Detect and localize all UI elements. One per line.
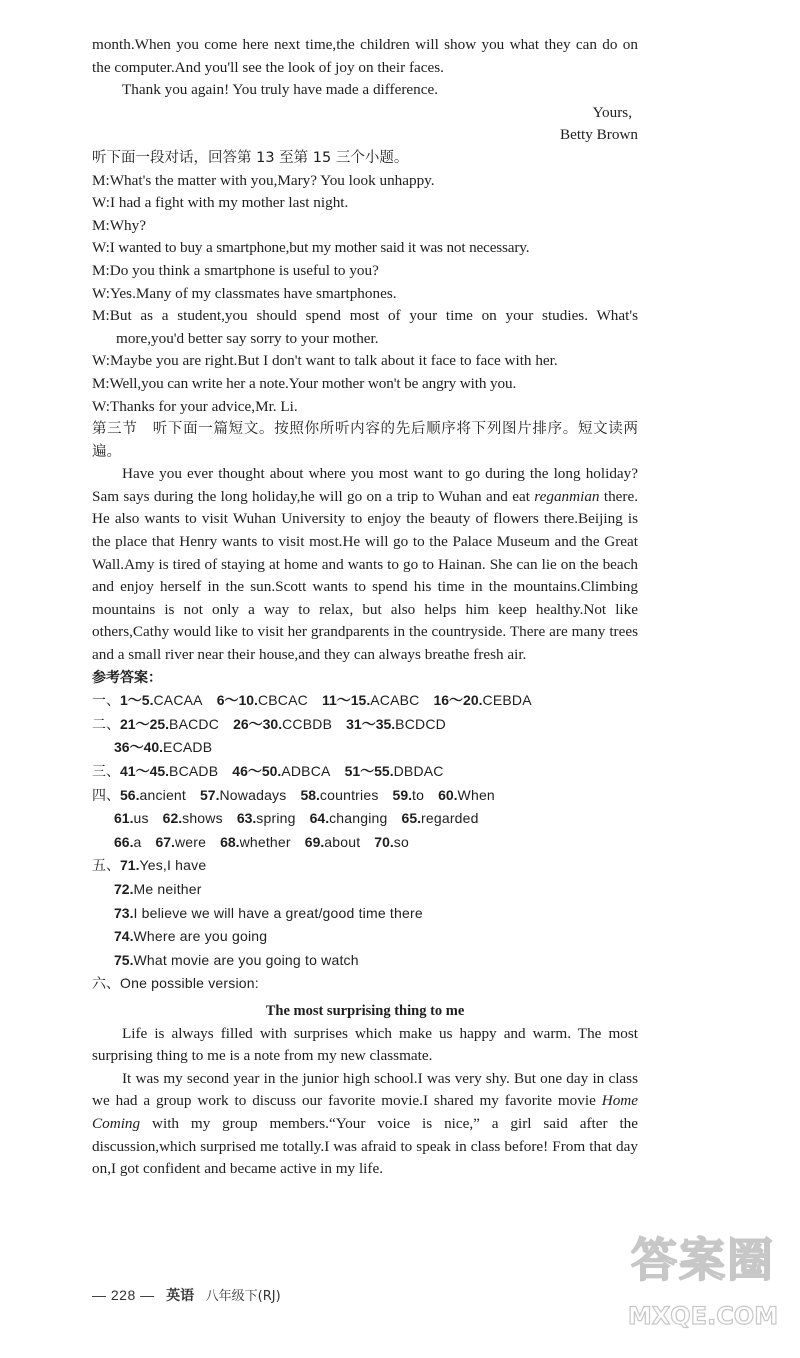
answer-word: about [324,833,361,850]
answer-num: 69. [304,833,325,850]
page-number: — 228 — [92,1287,155,1303]
answer-range: 11～15. [321,692,371,709]
dialogue-line: M:Do you think a smartphone is useful to you? [92,261,379,279]
answer-value: ADBCA [281,763,331,779]
answer-value: CBCAC [257,692,308,709]
answer-range: 36～40. [114,739,164,756]
answer-word: to [412,786,425,803]
footer-subject: 英语 [166,1288,195,1304]
answers-part6 [92,972,638,996]
dialogue-line: M:But as a student,you should spend most of your time on your studies. What's more,you'd better say sorry to your mother. [92,307,638,347]
answer-range: 46～50. [232,763,282,779]
answer-num: 60. [438,786,458,803]
answers-part5-item [92,925,638,949]
footer-grade: 八年级下(RJ) [205,1289,281,1304]
dialogue-line: M:Why? [92,216,146,234]
answer-range: 1～5. [120,692,154,709]
passage-text-b: there. He also wants to visit Wuhan University to enjoy the beauty of flowers there.Beijing is the place that Henry wants to visit most.He will go to the Palace Museum and the Great Wall.Amy is tired of staying at home and wants to go to Hainan. She can lie on the beach and enjoy herself in the sun.Scott wants to spend his time in the mountains.Climbing mountains is not only a way to relax, but also helps him keep healthy.Not like others,Cathy would like to visit her grandparents in the countryside. There are many trees and a small river near their house,and they can always breathe fresh air. [92,487,639,664]
dialogue-line: W:Thanks for your advice,Mr. Li. [92,397,298,415]
part-label: 三、 [92,764,120,780]
answer-num: 68. [220,833,240,850]
essay-text-a: It was my second year in the junior high school.I was very shy. But one day in class we had a group work to discuss our favorite movie.I shared my favorite movie [92,1069,638,1110]
answer-num: 56. [120,786,140,803]
answer-value: CACAA [153,692,203,709]
answer-num: 72. [114,880,134,897]
answer-word: When [457,786,495,803]
answer-value: BACDC [169,715,220,732]
dialogue-instruction: 听下面一段对话，回答第 13 至第 15 三个小题。 [92,149,409,166]
answer-value: BCDCD [395,715,446,732]
answer-num: 62. [162,810,183,827]
letter-closing: Yours, [592,103,632,121]
answer-range: 6～10. [216,692,258,709]
answer-num: 75. [114,951,134,968]
section3-heading: 第三节 听下面一篇短文。按照你所听内容的先后顺序将下列图片排序。短文读两遍。 [92,421,638,460]
essay-paragraph-2 [92,1068,638,1181]
dialogue-line: W:Maybe you are right.But I don't want to talk about it face to face with her. [92,352,558,370]
section3-passage [92,463,638,666]
answer-value: BCADB [169,763,219,779]
answer-word: Nowadays [219,786,287,803]
answer-num: 65. [401,810,421,827]
answer-word: countries [319,786,379,803]
answer-value: DBDAC [393,763,444,779]
part-label: 二、 [92,716,120,733]
answers-part4-line3 [92,831,638,855]
answer-text: What movie are you going to watch [133,951,359,968]
answer-word: shows [182,810,223,827]
answer-num: 74. [114,928,134,945]
answer-num: 67. [155,833,175,850]
answer-range: 31～35. [346,715,396,732]
part-label: 六、 [92,976,120,993]
answer-num: 66. [114,833,134,850]
answer-num: 58. [300,786,320,803]
page-footer [92,1285,281,1305]
dialogue-line: W:I had a fight with my mother last night. [92,194,349,212]
answers-part5-item [92,878,638,902]
answer-value: ACABC [370,692,420,709]
answer-num: 71. [120,857,140,874]
answer-word: whether [239,833,291,850]
answer-num: 61. [114,810,134,827]
answers-part5-item [92,854,638,878]
watermark-glyphs: 答案圈 [631,1233,775,1287]
essay-paragraph-1: Life is always filled with surprises which make us happy and warm. The most surprising thing to me is a note from my new classmate. [92,1024,638,1065]
letter-paragraph: month.When you come here next time,the children will show you what they can do on the computer.And you'll see the look of joy on their faces. [92,36,638,76]
passage-text-a: Have you ever thought about where you most want to go during the long holiday? Sam says during the long holiday,he will go on a trip to Wuhan and eat [92,465,638,505]
answers-part3 [92,760,638,784]
answer-word: were [174,833,207,850]
part-label: 五、 [92,858,120,875]
answer-range: 16～20. [433,692,483,709]
answer-text: Yes,I have [139,857,207,874]
answer-word: so [393,833,409,850]
letter-thanks: Thank you again! You truly have made a difference. [122,81,439,99]
answer-word: a [133,833,142,850]
part-label: 四、 [92,787,120,804]
answer-range: 21～25. [120,715,170,732]
part6-intro: One possible version: [120,975,259,992]
answer-word: us [133,810,149,827]
answers-part4-line1 [92,784,638,808]
answer-num: 57. [200,786,220,803]
answer-range: 26～30. [233,715,283,732]
answer-num: 70. [374,833,394,850]
answer-text: Where are you going [133,928,268,945]
essay-movie-title: Home Coming [92,1092,639,1132]
answer-num: 59. [392,786,412,803]
answer-value: CEBDA [482,692,532,709]
answer-range: 51～55. [344,763,394,779]
watermark-url: MXQE.COM [627,1302,779,1330]
answers-part4-line2 [92,807,638,831]
answer-value: CCBDB [282,715,333,732]
essay-text-b: with my group members.“Your voice is nice,” a girl said after the discussion,which surprised me totally.I was afraid to speak in class before! From that day on,I got confident and became active in my life. [92,1114,638,1178]
answers-part1 [92,689,638,713]
answers-part2 [92,713,638,737]
essay-title: The most surprising thing to me [265,1002,465,1019]
watermark-logo [618,1206,788,1346]
answer-word: regarded [421,810,479,827]
answer-value: ECADB [163,739,213,756]
answers-part5-item [92,949,638,973]
answer-range: 41～45. [120,763,170,779]
answers-heading: 参考答案： [92,669,162,686]
answer-text: Me neither [133,880,202,897]
answer-word: spring [256,810,296,827]
answer-num: 63. [236,810,257,827]
page-content [92,34,638,1181]
answers-part2-cont [92,736,638,760]
passage-italic-word: reganmian [534,487,600,505]
answer-num: 64. [309,810,330,827]
answer-word: ancient [139,786,187,803]
dialogue [92,170,638,419]
dialogue-line: W:Yes.Many of my classmates have smartphones. [92,284,397,302]
dialogue-line: M:Well,you can write her a note.Your mother won't be angry with you. [92,374,517,392]
answers-part5-item [92,902,638,926]
part-label: 一、 [92,693,120,710]
answer-text: I believe we will have a great/good time there [133,904,423,921]
dialogue-line: M:What's the matter with you,Mary? You look unhappy. [92,171,435,189]
answer-word: changing [329,810,388,827]
letter-signature: Betty Brown [559,126,638,144]
answer-num: 73. [114,904,134,921]
dialogue-line: W:I wanted to buy a smartphone,but my mother said it was not necessary. [92,239,530,257]
